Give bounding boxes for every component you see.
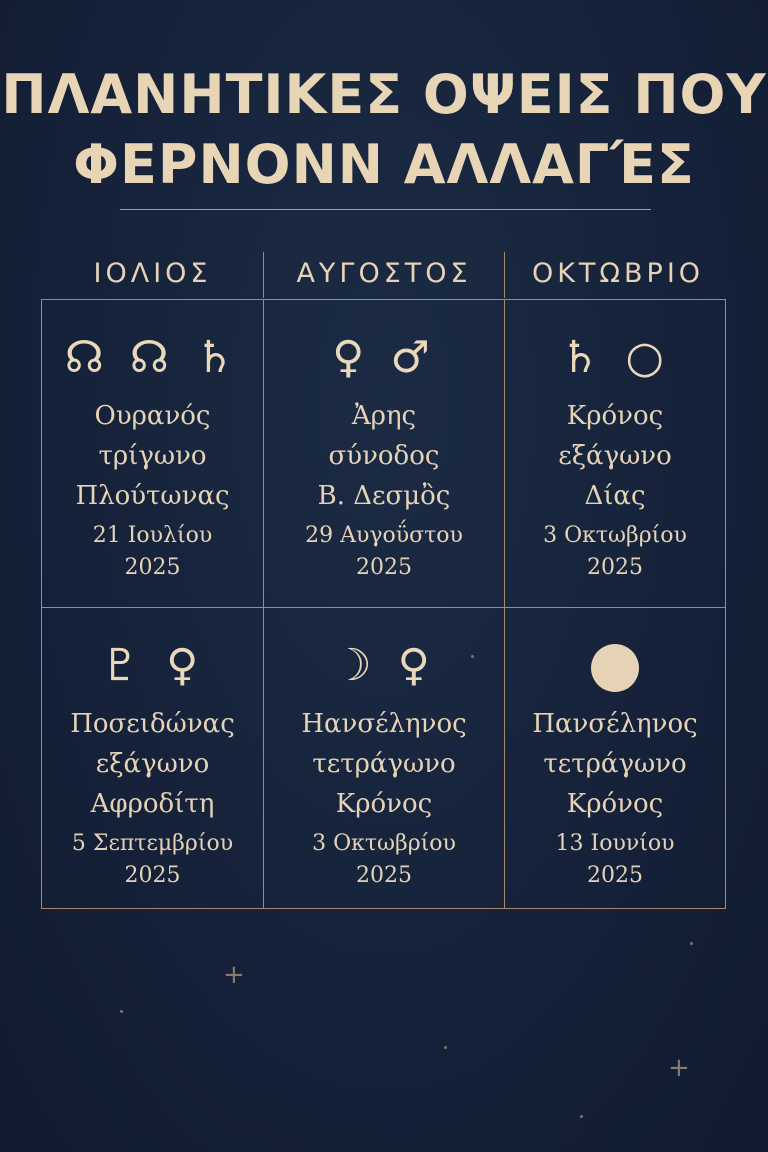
aspect-planet: Δίας xyxy=(584,481,646,511)
aspect-planet: Πλούτωνας xyxy=(75,481,230,511)
aspect-type: εξάγωνο xyxy=(95,749,210,779)
aspect-card xyxy=(505,636,725,892)
aspect-day-month: 21 Ιουλίου xyxy=(92,523,213,548)
aspect-year: 2025 xyxy=(356,863,412,888)
aspect-date xyxy=(42,828,263,892)
star-dot xyxy=(444,1046,447,1049)
aspect-year: 2025 xyxy=(124,555,181,580)
planet-symbols-icon: ☊ ☊ ♄ xyxy=(64,332,241,383)
aspect-day-month: 29 Αυγοΰστου xyxy=(305,523,463,548)
aspect-description xyxy=(264,704,504,824)
star-dot xyxy=(690,942,693,945)
aspect-day-month: 13 Ιουνίου xyxy=(555,831,675,856)
aspect-date xyxy=(264,520,504,584)
sparkle-star-icon: + xyxy=(668,1053,690,1083)
aspect-type: εξάγωνο xyxy=(558,441,672,471)
aspect-year: 2025 xyxy=(124,863,181,888)
month-header-october: ΟΚΤΩΒΡΙΟ xyxy=(531,258,705,289)
planet-symbols-icon: ♀ ♂ xyxy=(332,332,436,383)
aspect-card xyxy=(505,328,725,584)
aspect-planet: Ηανσέληνος xyxy=(301,709,467,739)
page-title xyxy=(0,60,768,200)
grid-row-divider xyxy=(42,607,725,608)
month-header-july: ΙΟΛΙΟΣ xyxy=(93,258,212,289)
aspect-planet: Αφροδίτη xyxy=(90,789,215,819)
aspect-date xyxy=(505,520,725,584)
star-dot xyxy=(471,655,474,658)
aspect-description xyxy=(42,396,263,516)
aspect-date xyxy=(264,828,504,892)
aspect-description xyxy=(505,704,725,824)
planet-symbols-icon: ♄ ○ xyxy=(560,332,670,383)
aspect-day-month: 5 Σεπτεμβρίου xyxy=(71,831,234,856)
aspect-date xyxy=(42,520,263,584)
aspect-description xyxy=(42,704,263,824)
aspect-planet: Ουρανός xyxy=(94,401,211,431)
star-dot xyxy=(580,1115,583,1118)
title-line-1: ΠΛΑΝΗΤΙΚΕΣ ΟΨΕΙΣ ΠΟΥ xyxy=(1,63,767,126)
planet-symbols-icon: ♇ ♀ xyxy=(100,640,205,691)
planet-symbols-icon: ☽ ♀ xyxy=(332,640,436,691)
aspect-type: τρίγωνο xyxy=(98,441,207,471)
full-moon-disc xyxy=(591,644,639,692)
full-moon-icon xyxy=(505,636,725,696)
aspect-type: τετράγωνο xyxy=(312,749,456,779)
aspect-day-month: 3 Οκτωβρίου xyxy=(543,523,687,548)
aspects-grid xyxy=(41,299,726,909)
aspect-year: 2025 xyxy=(356,555,412,580)
aspect-description xyxy=(264,396,504,516)
star-dot xyxy=(120,1010,123,1013)
aspect-planet: Ἀρης xyxy=(351,401,417,431)
aspect-card xyxy=(264,328,504,584)
aspect-type: τετράγωνο xyxy=(543,749,687,779)
aspect-year: 2025 xyxy=(587,863,643,888)
aspect-card xyxy=(42,636,263,892)
aspect-card xyxy=(42,328,263,584)
aspect-planet: Κρόνος xyxy=(335,789,433,819)
aspect-description xyxy=(505,396,725,516)
aspect-year: 2025 xyxy=(587,555,643,580)
aspect-card xyxy=(264,636,504,892)
title-line-2: ΦΕΡΝΟΝΝ ΑΛΛΑΓΈΣ xyxy=(73,133,695,196)
aspect-planet: Πανσέληνος xyxy=(532,709,698,739)
sparkle-star-icon: + xyxy=(223,960,245,990)
aspect-planet: Ποσειδώνας xyxy=(70,709,235,739)
aspect-date xyxy=(505,828,725,892)
aspect-day-month: 3 Οκτωβρίου xyxy=(312,831,456,856)
aspect-planet: Κρόνος xyxy=(566,789,664,819)
month-header-august: ΑΥΓΟΣΤΟΣ xyxy=(296,258,472,289)
aspect-planet: Κρόνος xyxy=(566,401,664,431)
title-divider xyxy=(120,209,651,210)
aspect-type: σύνοδος xyxy=(328,441,440,471)
aspect-planet: Β. Δεσμὂς xyxy=(317,481,451,511)
